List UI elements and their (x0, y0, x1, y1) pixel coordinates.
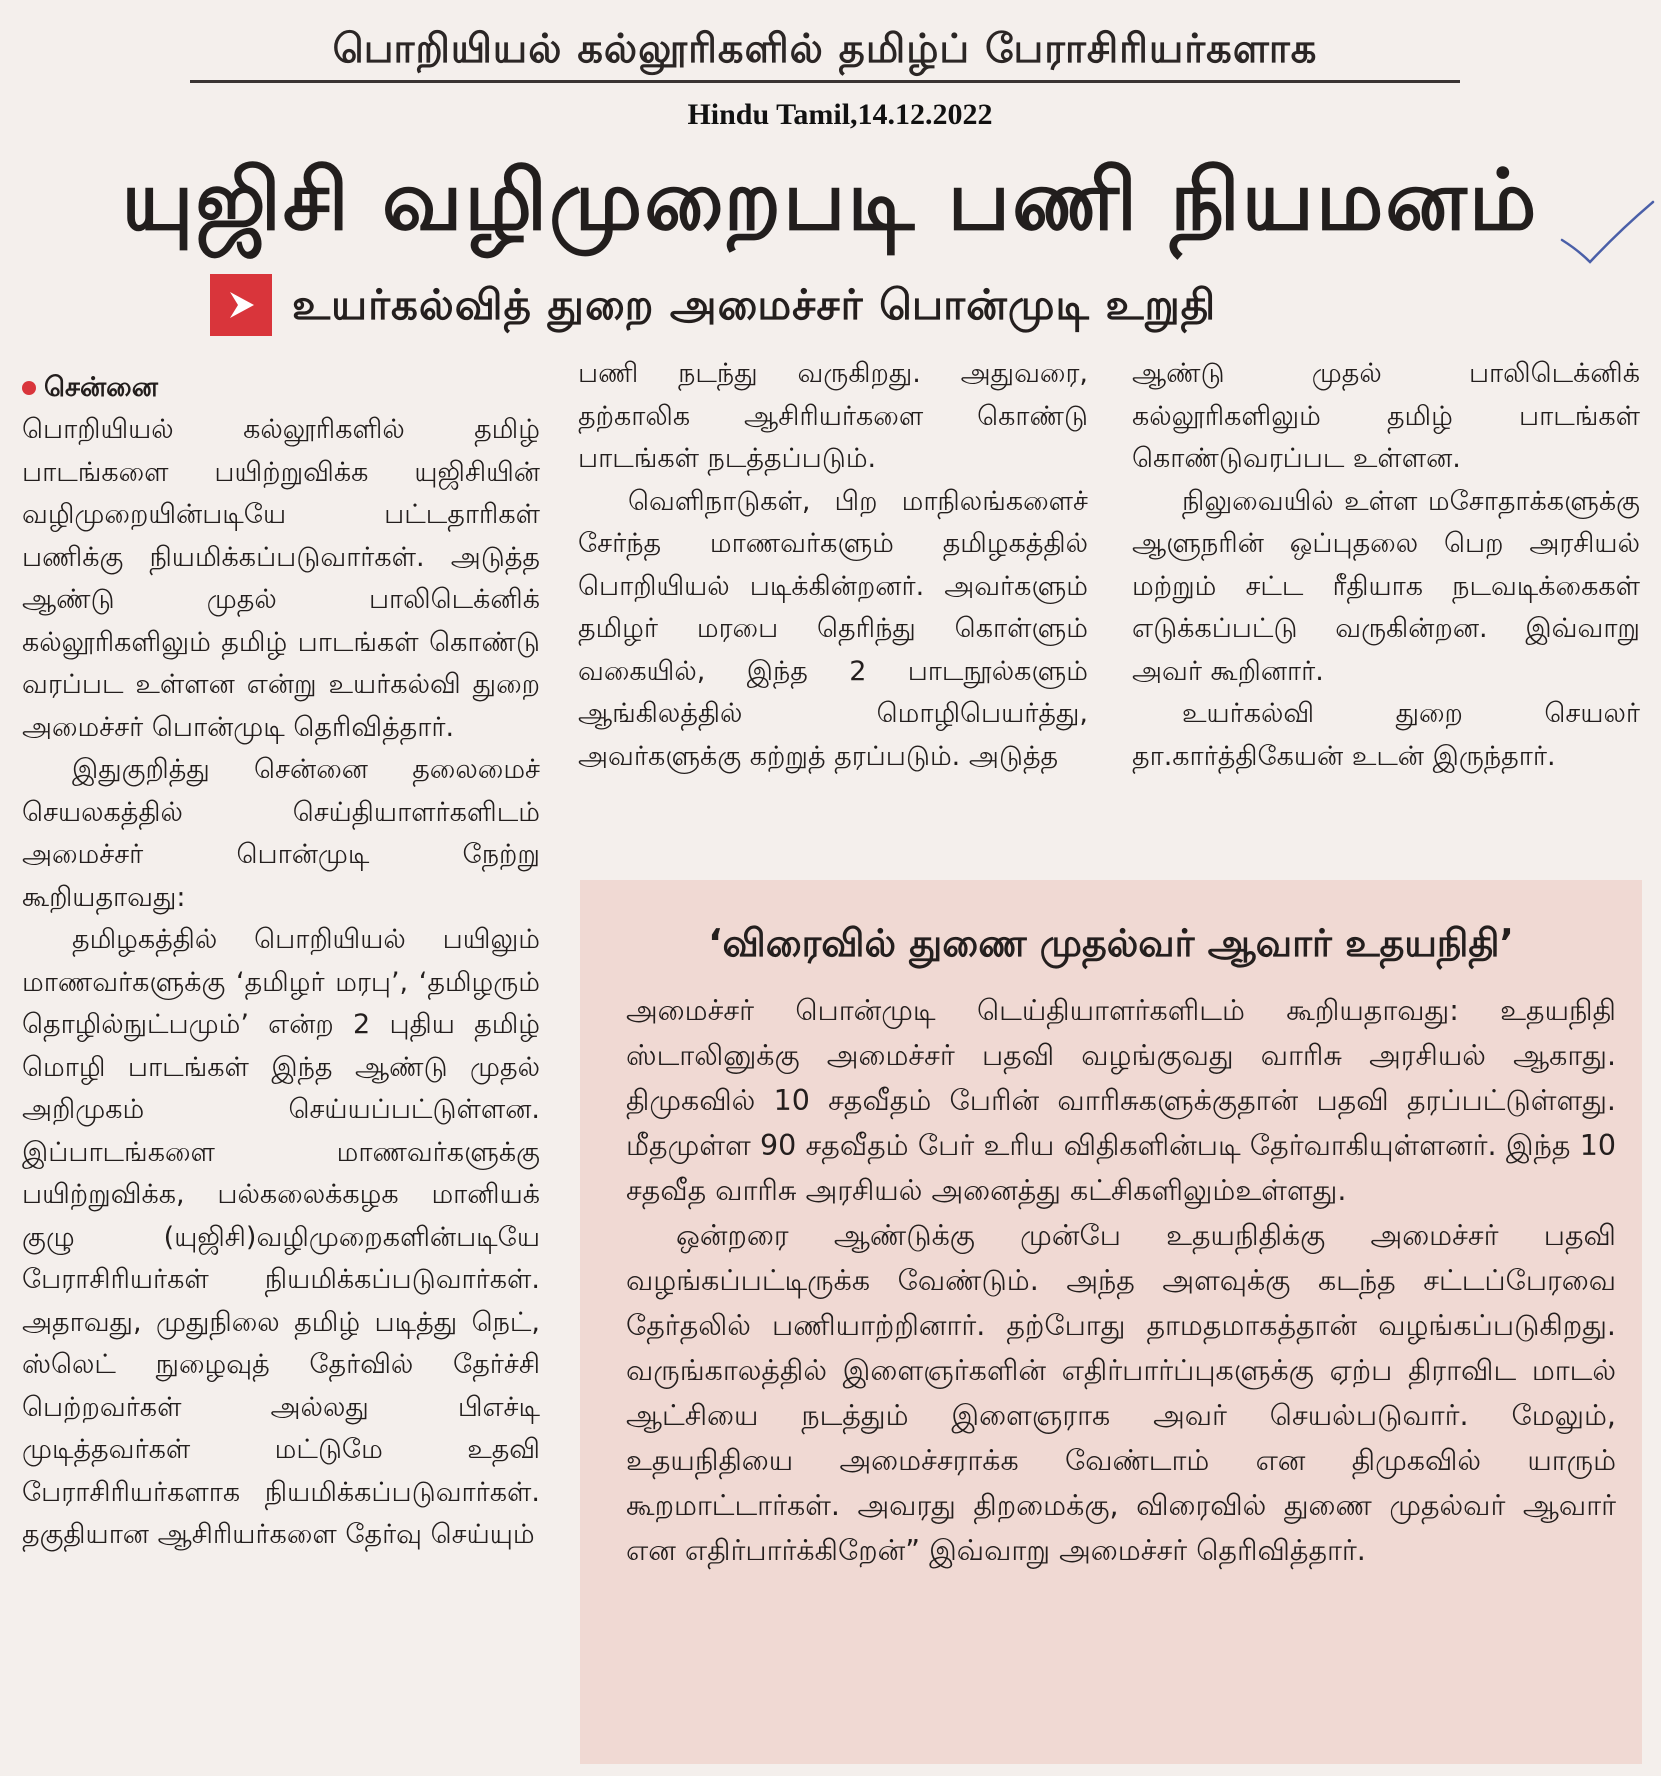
paragraph: ஆண்டு முதல் பாலிடெக்னிக் கல்லூரிகளிலும் தமிழ் பாடங்கள் கொண்டுவரப்பட உள்ளன. (1132, 358, 1640, 474)
play-arrow-icon (210, 274, 272, 336)
kicker-rule (190, 80, 1460, 83)
source-caption: Hindu Tamil,14.12.2022 (687, 98, 993, 131)
sidebar-story-body (626, 988, 1616, 1573)
article-column-1 (22, 367, 540, 1557)
paragraph: உயர்கல்வி துறை செயலர் தா.கார்த்திகேயன் உடன் இருந்தார். (1132, 698, 1640, 772)
dateline (22, 367, 540, 409)
dateline-text: சென்னை (44, 372, 158, 403)
sidebar-story-title: ‘விரைவில் துணை முதல்வர் ஆவார் உதயநிதி’ (708, 921, 1514, 965)
paragraph: தமிழகத்தில் பொறியியல் பயிலும் மாணவர்களுக்கு ‘தமிழர் மரபு’, ‘தமிழரும் தொழில்நுட்பமும்’ என்ற 2 புதிய தமிழ் மொழி பாடங்கள் இந்த ஆண்டு முதல் அறிமுகம் செய்யப்பட்டுள்ளன. இப்பாடங்களை மாணவர்களுக்கு பயிற்றுவிக்க, பல்கலைக்கழக மானியக் குழு (யுஜிசி)வழிமுறைகளின்படியே பேராசிரியர்கள் நியமிக்கப்படுவார்கள். அதாவது, முதுநிலை தமிழ் படித்து நெட், ஸ்லெட் நுழைவுத் தேர்வில் தேர்ச்சி பெற்றவர்கள் அல்லது பிஎச்டி முடித்தவர்கள் மட்டுமே உதவி பேராசிரியர்களாக நியமிக்கப்படுவார்கள். தகுதியான ஆசிரியர்களை தேர்வு செய்யும் (22, 924, 540, 1550)
kicker-line: பொறியியல் கல்லூரிகளில் தமிழ்ப் பேராசிரியர்களாக (332, 26, 1318, 72)
bullet-dot-icon (22, 381, 36, 395)
paragraph: நிலுவையில் உள்ள மசோதாக்களுக்கு ஆளுநரின் ஒப்புதலை பெற அரசியல் மற்றும் சட்ட ரீதியாக நடவடிக்கைகள் எடுக்கப்பட்டு வருகின்றன. இவ்வாறு அவர் கூறினார். (1132, 485, 1640, 687)
deck-text: உயர்கல்வித் துறை அமைச்சர் பொன்முடி உறுதி (292, 280, 1217, 329)
headline: யுஜிசி வழிமுறைபடி பணி நியமனம் (121, 151, 1539, 249)
sidebar-story-box (580, 880, 1642, 1764)
paragraph: பொறியியல் கல்லூரிகளில் தமிழ் பாடங்களை பயிற்றுவிக்க யுஜிசியின் வழிமுறையின்படியே பட்டதாரிகள் பணிக்கு நியமிக்கப்படுவார்கள். அடுத்த ஆண்டு முதல் பாலிடெக்னிக் கல்லூரிகளிலும் தமிழ் பாடங்கள் கொண்டு வரப்பட உள்ளன என்று உயர்கல்வி துறை அமைச்சர் பொன்முடி தெரிவித்தார். (22, 414, 540, 743)
paragraph: வெளிநாடுகள், பிற மாநிலங்களைச் சேர்ந்த மாணவர்களும் தமிழகத்தில் பொறியியல் படிக்கின்றனர். அவர்களும் தமிழர் மரபை தெரிந்து கொள்ளும் வகையில், இந்த 2 பாடநூல்களும் ஆங்கிலத்தில் மொழிபெயர்த்து, அவர்களுக்கு கற்றுத் தரப்படும். அடுத்த (578, 485, 1088, 772)
paragraph: இதுகுறித்து சென்னை தலைமைச் செயலகத்தில் செய்தியாளர்களிடம் அமைச்சர் பொன்முடி நேற்று கூறியதாவது: (22, 754, 540, 913)
deck (210, 272, 1216, 338)
article-column-2 (578, 353, 1088, 778)
article-column-3 (1132, 353, 1640, 778)
paragraph: பணி நடந்து வருகிறது. அதுவரை, தற்காலிக ஆசிரியர்களை கொண்டு பாடங்கள் நடத்தப்படும். (578, 358, 1088, 474)
pen-tick-mark (1560, 200, 1655, 280)
paragraph: ஒன்றரை ஆண்டுக்கு முன்பே உதயநிதிக்கு அமைச்சர் பதவி வழங்கப்பட்டிருக்க வேண்டும். அந்த அளவுக்கு கடந்த சட்டப்பேரவை தேர்தலில் பணியாற்றினார். தற்போது தாமதமாகத்தான் வழங்கப்படுகிறது. வருங்காலத்தில் இளைஞர்களின் எதிர்பார்ப்புகளுக்கு ஏற்ப திராவிட மாடல் ஆட்சியை நடத்தும் இளைஞராக அவர் செயல்படுவார். மேலும், உதயநிதியை அமைச்சராக்க வேண்டாம் என திமுகவில் யாரும் கூறமாட்டார்கள். அவரது திறமைக்கு, விரைவில் துணை முதல்வர் ஆவார் என எதிர்பார்க்கிறேன்” இவ்வாறு அமைச்சர் தெரிவித்தார். (626, 1219, 1616, 1567)
paragraph: அமைச்சர் பொன்முடி டெய்தியாளர்களிடம் கூறியதாவது: உதயநிதி ஸ்டாலினுக்கு அமைச்சர் பதவி வழங்குவது வாரிசு அரசியல் ஆகாது. திமுகவில் 10 சதவீதம் பேரின் வாரிசுகளுக்குதான் பதவி தரப்பட்டுள்ளது. மீதமுள்ள 90 சதவீதம் பேர் உரிய விதிகளின்படி தேர்வாகியுள்ளனர். இந்த 10 சதவீத வாரிசு அரசியல் அனைத்து கட்சிகளிலும்உள்ளது. (626, 994, 1616, 1207)
